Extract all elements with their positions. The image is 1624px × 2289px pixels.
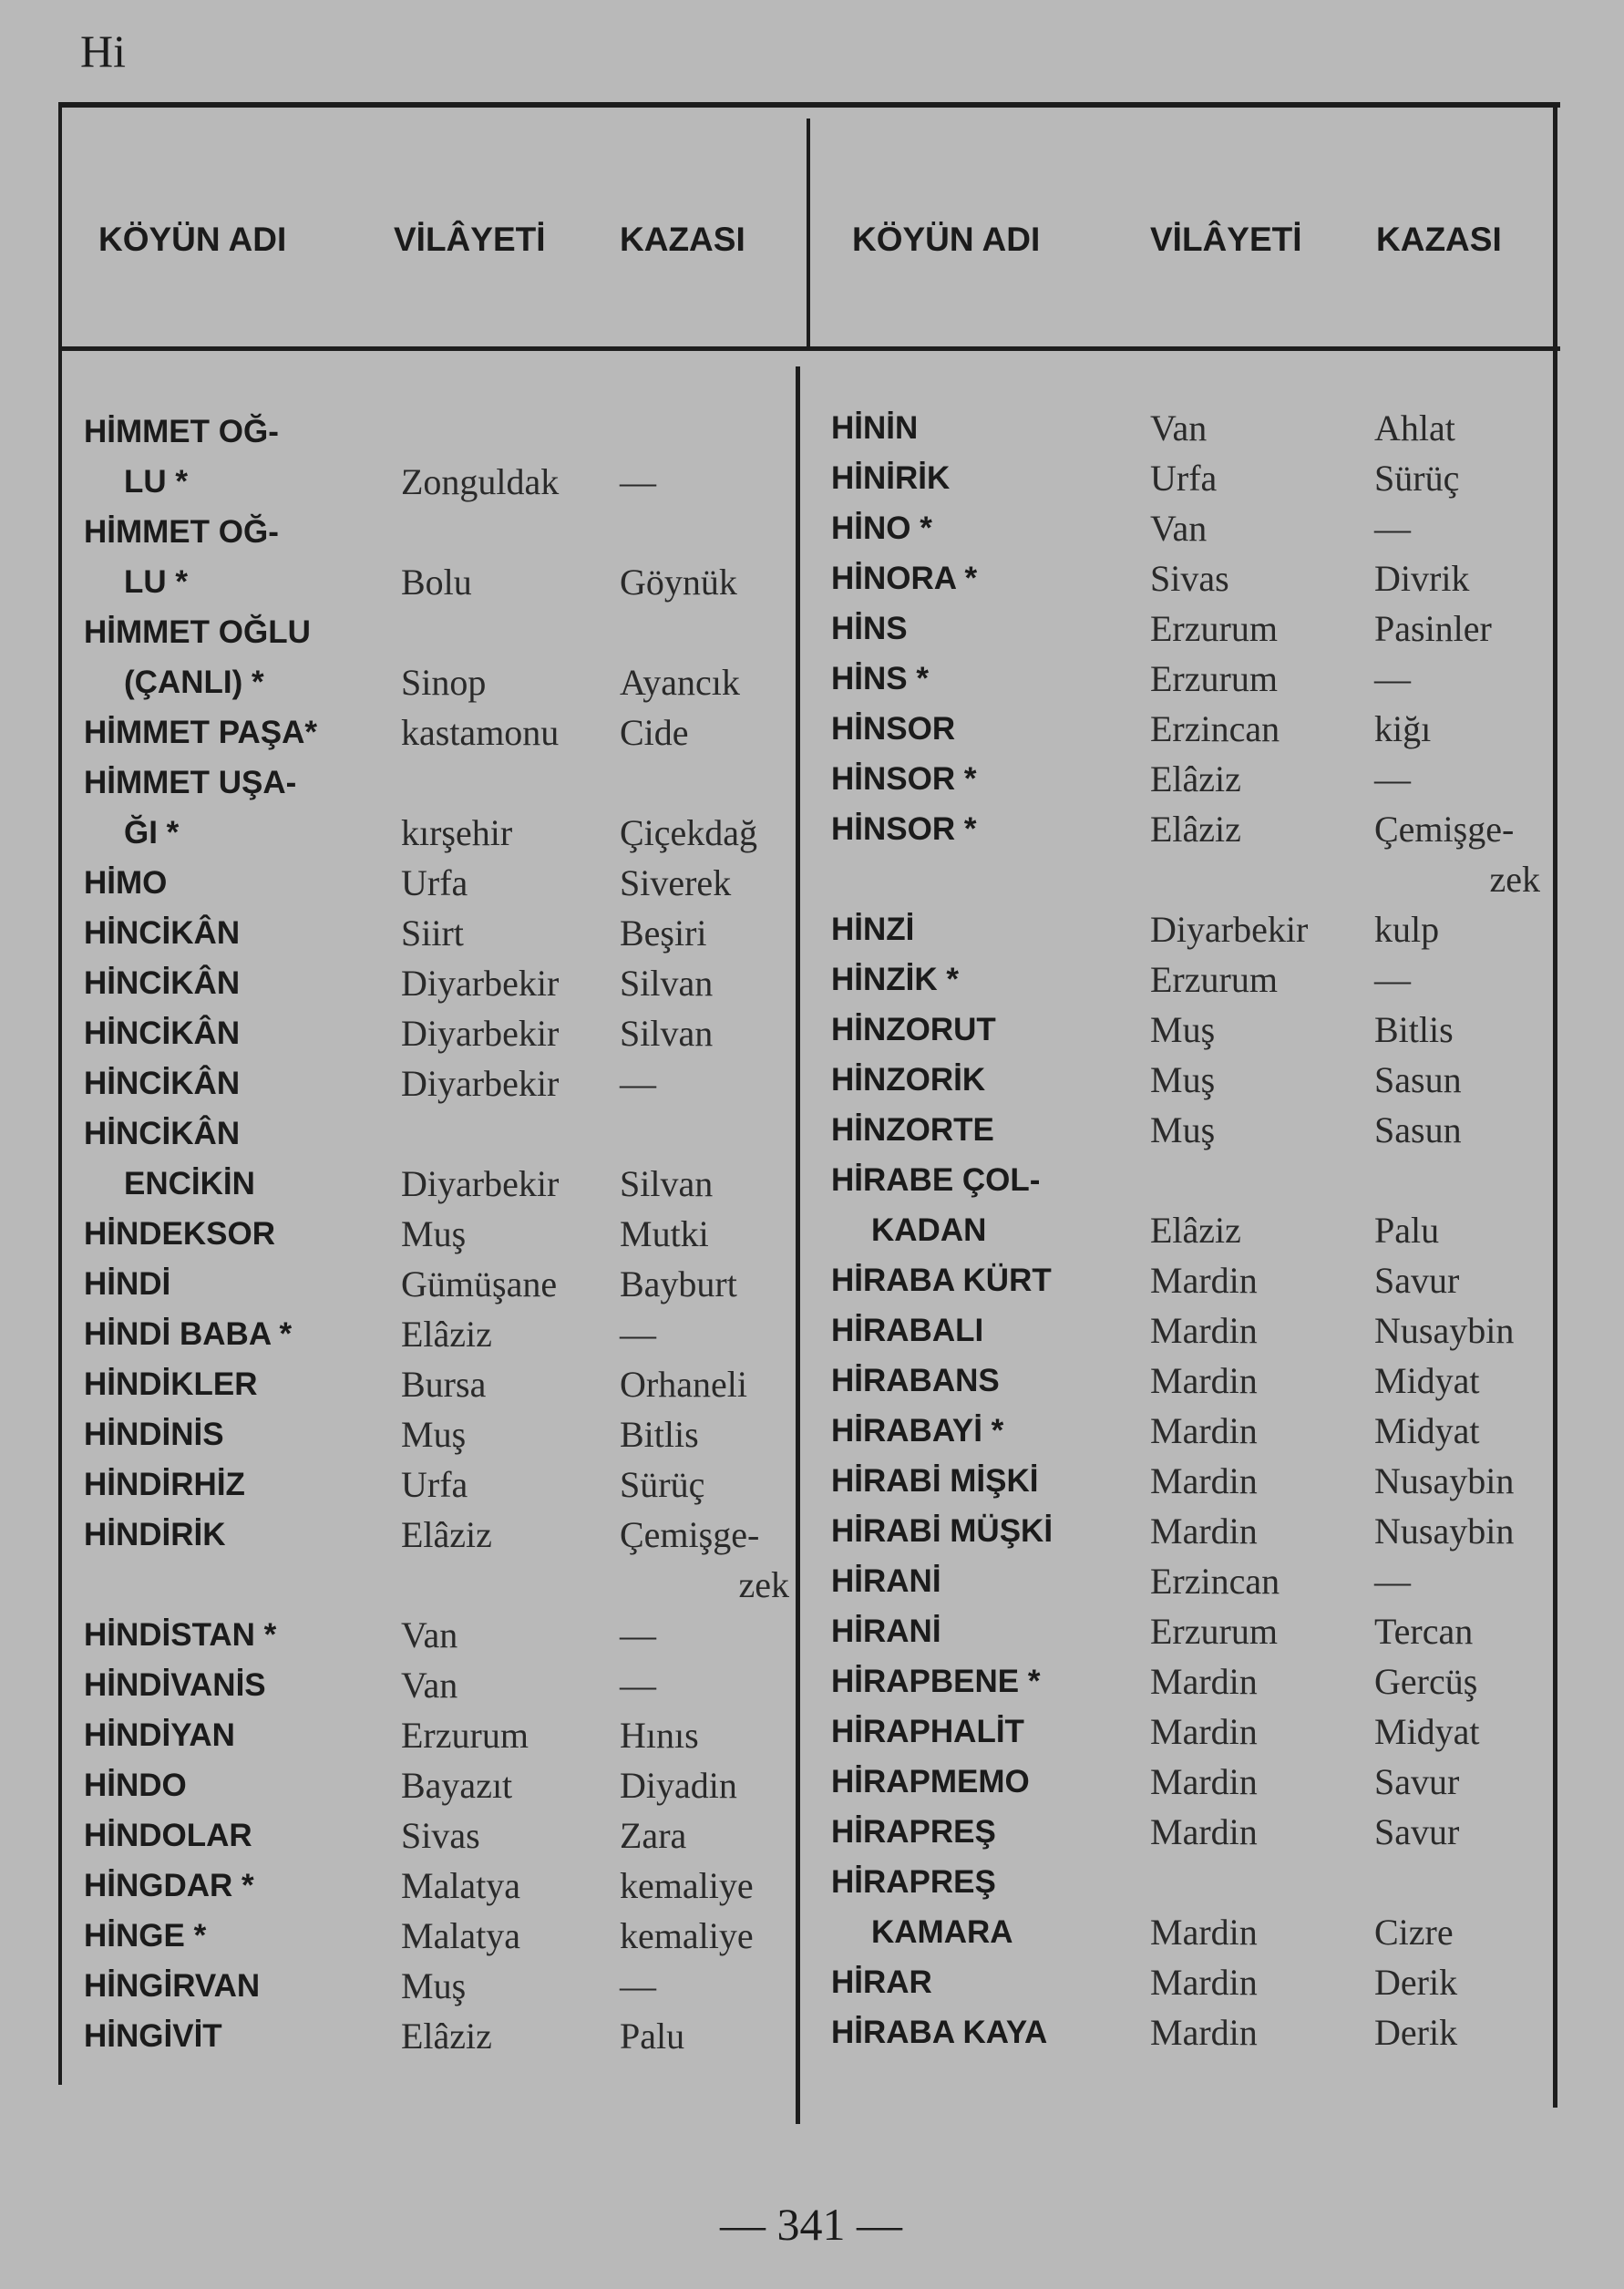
village-name: HİNCİKÂN <box>84 1066 241 1101</box>
village-name: HİNDİNİS <box>84 1417 224 1452</box>
district: Derik <box>1374 1962 1458 2003</box>
district: Sasun <box>1374 1059 1462 1100</box>
village-name: HİNSOR <box>831 711 956 747</box>
district: Diyadin <box>620 1765 737 1806</box>
district: Siverek <box>620 862 732 903</box>
village-name: HİNZORİK <box>831 1062 986 1098</box>
village-name: HİNZİ <box>831 912 915 947</box>
province: Van <box>401 1665 458 1706</box>
header-district-left: KAZASI <box>620 221 745 258</box>
province: Diyarbekir <box>401 1163 560 1204</box>
province: Erzurum <box>1150 608 1278 649</box>
district: kemaliye <box>620 1915 754 1956</box>
district: — <box>1374 658 1411 699</box>
village-name: HİMMET UŞA- <box>84 765 297 800</box>
province: Elâziz <box>401 1514 492 1555</box>
province: Muş <box>1150 1109 1216 1150</box>
province: Van <box>401 1614 458 1655</box>
village-name: HİNZORUT <box>831 1012 996 1047</box>
province: Sivas <box>1150 558 1229 599</box>
province: Urfa <box>401 862 468 903</box>
province: Muş <box>401 1213 467 1254</box>
village-name: HİRAPBENE * <box>831 1664 1041 1699</box>
village-name: HİNGDAR * <box>84 1868 254 1903</box>
district: Ayancık <box>620 662 740 703</box>
village-name: HİNCİKÂN <box>84 965 241 1001</box>
district: — <box>620 1063 656 1104</box>
village-name: HİNDİRHİZ <box>84 1467 245 1502</box>
village-name: LU * <box>124 464 188 500</box>
village-name: HİNDİYAN <box>84 1717 235 1753</box>
province: kırşehir <box>401 812 513 853</box>
village-name: HİRAPHALİT <box>831 1714 1024 1749</box>
province: Erzincan <box>1150 708 1280 749</box>
district: Gercüş <box>1374 1661 1478 1702</box>
village-name: HİNDOLAR <box>84 1818 252 1853</box>
village-name: HİNCİKÂN <box>84 1016 241 1051</box>
province: Muş <box>401 1414 467 1455</box>
village-name: HİNZİK * <box>831 962 959 997</box>
village-name: HİRABİ MÜŞKİ <box>831 1513 1054 1549</box>
province: Mardin <box>1150 2012 1258 2053</box>
district: Çiçekdağ <box>620 812 758 853</box>
province: Muş <box>401 1965 467 2006</box>
village-name: HİNDİ BABA * <box>84 1316 293 1352</box>
province: Zonguldak <box>401 461 560 502</box>
village-name: HİNGİRVAN <box>84 1968 261 2004</box>
province: Mardin <box>1150 1310 1258 1351</box>
district: zek <box>1489 859 1540 900</box>
village-name: HİNS <box>831 611 908 646</box>
district: Midyat <box>1374 1410 1480 1451</box>
district: kulp <box>1374 909 1440 950</box>
village-name: HİRAPREŞ <box>831 1864 996 1900</box>
province: Sivas <box>401 1815 480 1856</box>
village-name: HİNGİVİT <box>84 2018 222 2054</box>
province: Mardin <box>1150 1912 1258 1953</box>
frame-right-rule <box>1553 102 1557 2108</box>
district: Bitlis <box>1374 1009 1454 1050</box>
village-name: HİRABA KÜRT <box>831 1263 1052 1298</box>
district: Göynük <box>620 562 737 603</box>
frame-left-rule <box>58 102 62 2085</box>
province: Bursa <box>401 1364 487 1405</box>
column-divider-body <box>796 366 800 2124</box>
district: kiğı <box>1374 708 1432 749</box>
province: Elâziz <box>1150 809 1241 850</box>
village-name: LU * <box>124 564 188 600</box>
province: Bolu <box>401 562 472 603</box>
district: — <box>1374 508 1411 549</box>
province: Erzurum <box>1150 959 1278 1000</box>
district: Nusaybin <box>1374 1310 1515 1351</box>
village-name: KAMARA <box>871 1914 1013 1950</box>
district: Bayburt <box>620 1263 737 1304</box>
village-name: HİRABALI <box>831 1313 984 1348</box>
province: Diyarbekir <box>1150 909 1309 950</box>
village-name: HİNDEKSOR <box>84 1216 276 1252</box>
province: Mardin <box>1150 1260 1258 1301</box>
province: Van <box>1150 407 1208 449</box>
district: — <box>620 1314 656 1355</box>
district: Bitlis <box>620 1414 699 1455</box>
province: Diyarbekir <box>401 963 560 1004</box>
village-name: HİNDİRİK <box>84 1517 226 1552</box>
district: Nusaybin <box>1374 1460 1515 1501</box>
province: Mardin <box>1150 1761 1258 1802</box>
village-name: HİNDO <box>84 1768 187 1803</box>
province: Erzurum <box>401 1715 529 1756</box>
province: Siirt <box>401 913 464 954</box>
district: Savur <box>1374 1260 1460 1301</box>
village-name: HİMMET OĞ- <box>84 514 279 550</box>
village-name: HİRABİ MİŞKİ <box>831 1463 1039 1499</box>
district: Savur <box>1374 1811 1460 1852</box>
village-name: HİRANİ <box>831 1563 941 1599</box>
district: Silvan <box>620 963 714 1004</box>
district: — <box>620 461 656 502</box>
province: Van <box>1150 508 1208 549</box>
district: Silvan <box>620 1163 714 1204</box>
district: Tercan <box>1374 1611 1474 1652</box>
province: Elâziz <box>1150 758 1241 799</box>
province: Elâziz <box>401 2016 492 2057</box>
village-name: HİNO * <box>831 510 932 546</box>
village-name: HİRABE ÇOL- <box>831 1162 1041 1198</box>
district: Palu <box>620 2016 685 2057</box>
province: Mardin <box>1150 1811 1258 1852</box>
village-name: HİNİRİK <box>831 460 951 496</box>
village-name: HİNCİKÂN <box>84 1116 241 1151</box>
province: Mardin <box>1150 1962 1258 2003</box>
province: Mardin <box>1150 1711 1258 1752</box>
village-name: HİRABA KAYA <box>831 2015 1048 2050</box>
province: Urfa <box>1150 458 1218 499</box>
header-district-right: KAZASI <box>1376 221 1502 258</box>
village-name: HİRABANS <box>831 1363 1000 1398</box>
district: Cide <box>620 712 689 753</box>
province: Muş <box>1150 1009 1216 1050</box>
village-name: HİNSOR * <box>831 761 977 797</box>
village-name: HİMO <box>84 865 168 901</box>
province: Mardin <box>1150 1661 1258 1702</box>
village-name: ENCİKİN <box>124 1166 255 1201</box>
village-name: HİMMET OĞ- <box>84 414 279 449</box>
village-name: HİNORA * <box>831 561 978 596</box>
district: Ahlat <box>1374 407 1455 449</box>
district: Divrik <box>1374 558 1470 599</box>
district: Sürüç <box>1374 458 1460 499</box>
district: Pasinler <box>1374 608 1492 649</box>
province: Erzurum <box>1150 658 1278 699</box>
district: Zara <box>620 1815 687 1856</box>
district: Midyat <box>1374 1360 1480 1401</box>
province: kastamonu <box>401 712 560 753</box>
village-name: HİMMET PAŞA* <box>84 715 318 750</box>
district: Savur <box>1374 1761 1460 1802</box>
district: Çemişge- <box>620 1514 760 1555</box>
village-name: KADAN <box>871 1212 987 1248</box>
province: Mardin <box>1150 1511 1258 1552</box>
village-name: HİMMET OĞLU <box>84 614 311 650</box>
province: Erzincan <box>1150 1561 1280 1602</box>
district: — <box>620 1614 656 1655</box>
village-name: HİNSOR * <box>831 811 977 847</box>
district: Midyat <box>1374 1711 1480 1752</box>
frame-top-rule <box>58 102 1560 108</box>
province: Mardin <box>1150 1360 1258 1401</box>
column-divider-header <box>807 119 810 346</box>
province: Mardin <box>1150 1410 1258 1451</box>
village-name: HİRAR <box>831 1964 932 2000</box>
province: Bayazıt <box>401 1765 513 1806</box>
header-province-right: VİLÂYETİ <box>1150 221 1302 258</box>
province: Urfa <box>401 1464 468 1505</box>
province: Muş <box>1150 1059 1216 1100</box>
village-name: HİNDİVANİS <box>84 1667 266 1703</box>
village-name: HİRAPMEMO <box>831 1764 1030 1799</box>
village-name: HİNZORTE <box>831 1112 994 1148</box>
district: Palu <box>1374 1210 1440 1251</box>
district: Sürüç <box>620 1464 705 1505</box>
village-name: HİRAPREŞ <box>831 1814 996 1850</box>
village-name: HİRABAYİ * <box>831 1413 1004 1449</box>
district: Nusaybin <box>1374 1511 1515 1552</box>
village-name: HİNS * <box>831 661 929 696</box>
district: kemaliye <box>620 1865 754 1906</box>
province: Gümüşane <box>401 1263 558 1304</box>
district: Beşiri <box>620 913 707 954</box>
province: Diyarbekir <box>401 1013 560 1054</box>
province: Diyarbekir <box>401 1063 560 1104</box>
province: Elâziz <box>1150 1210 1241 1251</box>
village-name: (ÇANLI) * <box>124 665 264 700</box>
village-name: ĞI * <box>124 815 180 851</box>
village-name: HİNDİKLER <box>84 1366 258 1402</box>
district: — <box>1374 1561 1411 1602</box>
district: Mutki <box>620 1213 709 1254</box>
district: — <box>1374 758 1411 799</box>
running-head: Hi <box>80 26 126 77</box>
village-name: HİNDİ <box>84 1266 171 1302</box>
district: Cizre <box>1374 1912 1454 1953</box>
header-village-name-left: KÖYÜN ADI <box>98 221 287 258</box>
province: Erzurum <box>1150 1611 1278 1652</box>
district: — <box>620 1665 656 1706</box>
header-province-left: VİLÂYETİ <box>394 221 546 258</box>
district: Sasun <box>1374 1109 1462 1150</box>
village-name: HİNİN <box>831 410 919 446</box>
header-village-name-right: KÖYÜN ADI <box>852 221 1041 258</box>
village-name: HİNGE * <box>84 1918 207 1954</box>
village-name: HİNCİKÂN <box>84 915 241 951</box>
district: zek <box>738 1564 789 1605</box>
village-name: HİRANİ <box>831 1614 941 1649</box>
district: — <box>620 1965 656 2006</box>
province: Malatya <box>401 1865 521 1906</box>
village-name: HİNDİSTAN * <box>84 1617 277 1653</box>
page-number: — 341 — <box>720 2199 902 2250</box>
province: Malatya <box>401 1915 521 1956</box>
district: Çemişge- <box>1374 809 1515 850</box>
district: — <box>1374 959 1411 1000</box>
frame-header-rule <box>58 346 1560 351</box>
district: Silvan <box>620 1013 714 1054</box>
district: Derik <box>1374 2012 1458 2053</box>
district: Hınıs <box>620 1715 699 1756</box>
province: Sinop <box>401 662 487 703</box>
province: Elâziz <box>401 1314 492 1355</box>
district: Orhaneli <box>620 1364 747 1405</box>
province: Mardin <box>1150 1460 1258 1501</box>
